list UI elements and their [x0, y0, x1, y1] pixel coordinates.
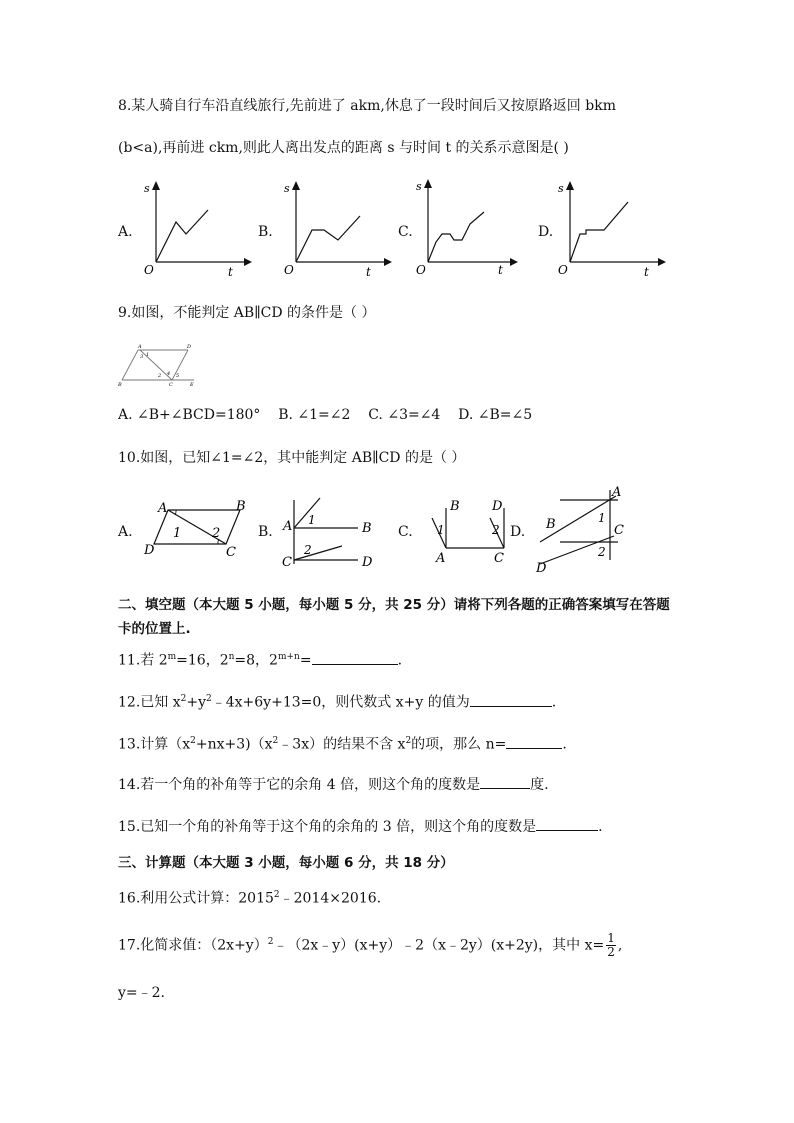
q8-stem-line2: (b<a),再前进 ckm,则此人离出发点的距离 s 与时间 t 的关系示意图是( ) [118, 140, 569, 156]
q9-label-4: 4 [167, 371, 171, 377]
q10d-label-a: A [612, 485, 622, 500]
q10c-label-d: D [492, 499, 503, 514]
q9-label-2: 2 [158, 373, 162, 379]
section2-title-line1: 二、填空题（本大题 5 小题，每小题 5 分，共 25 分）请将下列各题的正确答案填写在答题 [118, 597, 670, 613]
q10c-label-1: 1 [437, 523, 445, 537]
q10-figure-c [420, 494, 520, 574]
q12-answer-blank[interactable] [470, 692, 552, 707]
q17: 17.化简求值：$(2x+y)^2﹣(2x﹣y)(x+y)﹣2(x﹣2y)(x+2y)$，其中 x= $\frac{1}{2}$ , [118, 931, 623, 959]
q10c-label-2: 2 [492, 523, 500, 537]
q15-answer-blank[interactable] [536, 816, 598, 831]
q10-option-b-label: B. [258, 524, 273, 540]
q8-option-d-label: D. [538, 224, 554, 240]
q9-label-3: 3 [140, 354, 144, 360]
q13: 13.计算$(x^2+nx+3)(x^2﹣3x)$的结果不含 $x^2$的项，那么 n= . [118, 732, 567, 754]
q8-graph-c [414, 176, 524, 276]
q11-answer-blank[interactable] [312, 650, 398, 665]
q8b-s-label: s [284, 182, 290, 195]
q12: 12.已知 $x^2+y^2﹣4x+6y+13=0$，则代数式 x+y 的值为 . [118, 690, 556, 712]
q9-options: A. ∠B+∠BCD=180° B. ∠1=∠2 C. ∠3=∠4 D. ∠B=∠5 [118, 407, 533, 423]
q10b-label-b: B [362, 521, 372, 536]
q10-figure-b [280, 494, 380, 574]
q10-option-c-label: C. [398, 524, 413, 540]
q10d-label-1: 1 [598, 511, 606, 525]
q8-graph-a [142, 178, 252, 278]
q10-figure-d [530, 484, 640, 580]
q14: 14.若一个角的补角等于它的余角 4 倍，则这个角的度数是 度. [118, 774, 549, 794]
q10a-label-c: C [226, 545, 236, 560]
q10d-label-c: C [614, 523, 624, 538]
q14-answer-blank[interactable] [480, 774, 530, 789]
q10b-label-a: A [283, 519, 293, 534]
q10d-label-2: 2 [598, 545, 606, 559]
q9-label-c: C [169, 382, 173, 388]
q9-label-e: E [190, 382, 194, 388]
q10-option-a-label: A. [118, 524, 133, 540]
q9-label-a: A [138, 344, 142, 350]
q8c-t-label: t [498, 263, 503, 277]
q8-option-c-label: C. [398, 224, 413, 240]
q8c-o-label: O [416, 263, 426, 277]
q10-option-d-label: D. [510, 524, 526, 540]
q10d-label-b: B [546, 517, 556, 532]
q10b-label-d: D [362, 555, 373, 570]
q10b-label-2: 2 [304, 543, 312, 557]
q10a-label-a: A [158, 501, 168, 516]
q10a-label-2: 2 [212, 526, 221, 541]
q10-figure-a [140, 498, 250, 562]
q8b-o-label: O [284, 263, 294, 277]
q8a-t-label: t [228, 265, 233, 279]
q8-option-a-label: A. [118, 224, 133, 240]
q10b-label-1: 1 [308, 513, 316, 527]
q9-stem: 9.如图，不能判定 AB∥CD 的条件是（ ） [118, 305, 376, 321]
q8d-s-label: s [558, 182, 564, 195]
q8a-s-label: s [144, 182, 150, 195]
q8-stem-line1: 8.某人骑自行车沿直线旅行,先前进了 akm,休息了一段时间后又按原路返回 bkm [118, 98, 616, 114]
q8d-o-label: O [558, 263, 568, 277]
q9-figure [118, 340, 198, 388]
q8b-t-label: t [366, 265, 371, 279]
q10a-label-d: D [144, 543, 155, 558]
q11: 11.若 $2^m=16$，$2^n=8$，$2^{m+n}=$ . [118, 648, 402, 670]
q10c-label-c: C [494, 551, 504, 566]
q10a-label-b: B [236, 499, 246, 514]
q8-graph-d [556, 178, 666, 278]
q10a-label-1: 1 [173, 526, 182, 541]
q8a-o-label: O [144, 263, 154, 277]
q15: 15.已知一个角的补角等于这个角的余角的 3 倍，则这个角的度数是 . [118, 816, 603, 836]
q9-label-1: 1 [146, 352, 150, 358]
q8c-s-label: s [416, 180, 422, 193]
q9-label-d: D [187, 344, 192, 350]
q10c-label-b: B [450, 499, 460, 514]
q8d-t-label: t [644, 265, 649, 279]
q16: 16.利用公式计算：$2015^2﹣2014\times 2016$. [118, 890, 382, 907]
q9-label-5: 5 [176, 373, 180, 379]
q13-answer-blank[interactable] [506, 734, 562, 749]
q10b-label-c: C [282, 555, 292, 570]
q8-graph-b [282, 178, 392, 278]
q8-option-b-label: B. [258, 224, 273, 240]
section3-title: 三、计算题（本大题 3 小题，每小题 6 分，共 18 分） [118, 855, 454, 871]
section2-title-line2: 卡的位置上. [118, 621, 191, 637]
q17-fraction: $\frac{1}{2}$ [607, 931, 615, 959]
q9-label-b: B [118, 382, 122, 388]
q10-stem: 10.如图，已知∠1=∠2，其中能判定 AB∥CD 的是（ ） [118, 450, 466, 466]
q17-line2: y=﹣2. [118, 985, 165, 1001]
q10c-label-a: A [436, 551, 446, 566]
q10d-label-d: D [536, 561, 547, 576]
